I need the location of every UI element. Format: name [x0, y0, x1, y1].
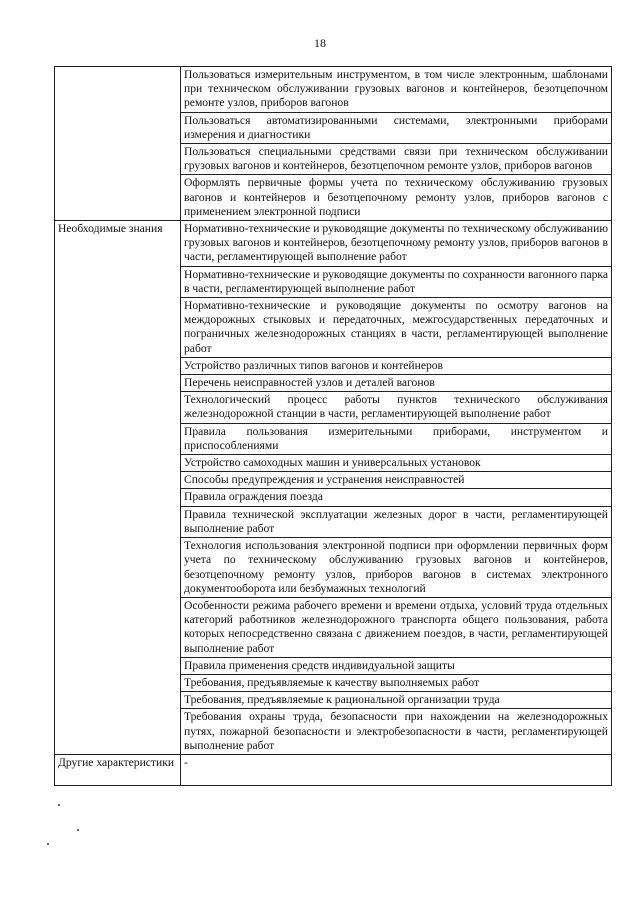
scan-speck — [47, 843, 49, 845]
table-row — [55, 754, 612, 785]
table-cell-item: Способы предупреждения и устранения неисправностей — [181, 472, 612, 489]
page-number: 18 — [314, 36, 326, 50]
table-cell-item: Пользоваться автоматизированными системами, электронными приборами измерения и диагностики — [181, 112, 612, 143]
table-cell-item: Технология использования электронной подписи при оформлении первичных форм учета по техническому обслуживанию грузовых вагонов и контейнеров, безотцепочному ремонту узлов, приборов вагонов в системах электронного документооборота или безбумажных технологий — [181, 538, 612, 598]
table-row — [55, 67, 612, 113]
table-cell-item: Оформлять первичные формы учета по техническому обслуживанию грузовых вагонов и контейнеров и безотцепочному ремонту узлов, приборов вагонов с применением электронной подписи — [181, 175, 612, 221]
table-cell-item: Нормативно-технические и руководящие документы по техническому обслуживанию грузовых вагонов и контейнеров, безотцепочному ремонту узлов, приборов вагонов в части, регламентирующей выполнение работ — [181, 221, 612, 267]
table-cell-item: Устройство самоходных машин и универсальных установок — [181, 455, 612, 472]
row-label-other-characteristics: Другие характеристики — [55, 754, 181, 785]
table-cell-item: - — [181, 754, 612, 785]
row-label-required-knowledge: Необходимые знания — [55, 221, 181, 755]
requirements-table — [54, 66, 612, 786]
table-cell-item: Пользоваться измерительным инструментом, в том числе электронным, шаблонами при техническом обслуживании грузовых вагонов и контейнеров, безотцепочном ремонте узлов, приборов вагонов — [181, 67, 612, 113]
table-cell-item: Пользоваться специальными средствами связи при техническом обслуживании грузовых вагонов и контейнеров, безотцепочном ремонте узлов, приборов вагонов — [181, 144, 612, 175]
table-cell-item: Особенности режима рабочего времени и времени отдыха, условий труда отдельных категорий работников железнодорожного транспорта общего пользования, работа которых непосредственно связана с движением поездов, в части, регламентирующей выполнение работ — [181, 597, 612, 657]
scan-speck — [58, 804, 60, 806]
table-cell-item: Правила пользования измерительными приборами, инструментом и приспособлениями — [181, 423, 612, 454]
table-cell-item: Нормативно-технические и руководящие документы по сохранности вагонного парка в части, регламентирующей выполнение работ — [181, 266, 612, 297]
table-cell-item: Устройство различных типов вагонов и контейнеров — [181, 357, 612, 374]
table-cell-item: Правила применения средств индивидуальной защиты — [181, 657, 612, 674]
table-cell-item: Требования охраны труда, безопасности при нахождении на железнодорожных путях, пожарной безопасности и электробезопасности в части, регламентирующей выполнение работ — [181, 709, 612, 755]
table-cell-item: Нормативно-технические и руководящие документы по осмотру вагонов на междорожных стыковых и передаточных, межгосударственных передаточных и пограничных железнодорожных станциях в части, регламентирующей выполнение работ — [181, 298, 612, 358]
scan-speck — [77, 829, 79, 831]
table-cell-item: Перечень неисправностей узлов и деталей вагонов — [181, 375, 612, 392]
table-cell-item: Правила технической эксплуатации железных дорог в части, регламентирующей выполнение работ — [181, 506, 612, 537]
row-label-cell — [55, 67, 181, 221]
table-cell-item: Технологический процесс работы пунктов технического обслуживания железнодорожной станции в части, регламентирующей выполнение работ — [181, 392, 612, 423]
table-row — [55, 221, 612, 267]
table-cell-item: Требования, предъявляемые к качеству выполняемых работ — [181, 674, 612, 691]
table-cell-item: Требования, предъявляемые к рациональной организации труда — [181, 692, 612, 709]
table-cell-item: Правила ограждения поезда — [181, 489, 612, 506]
